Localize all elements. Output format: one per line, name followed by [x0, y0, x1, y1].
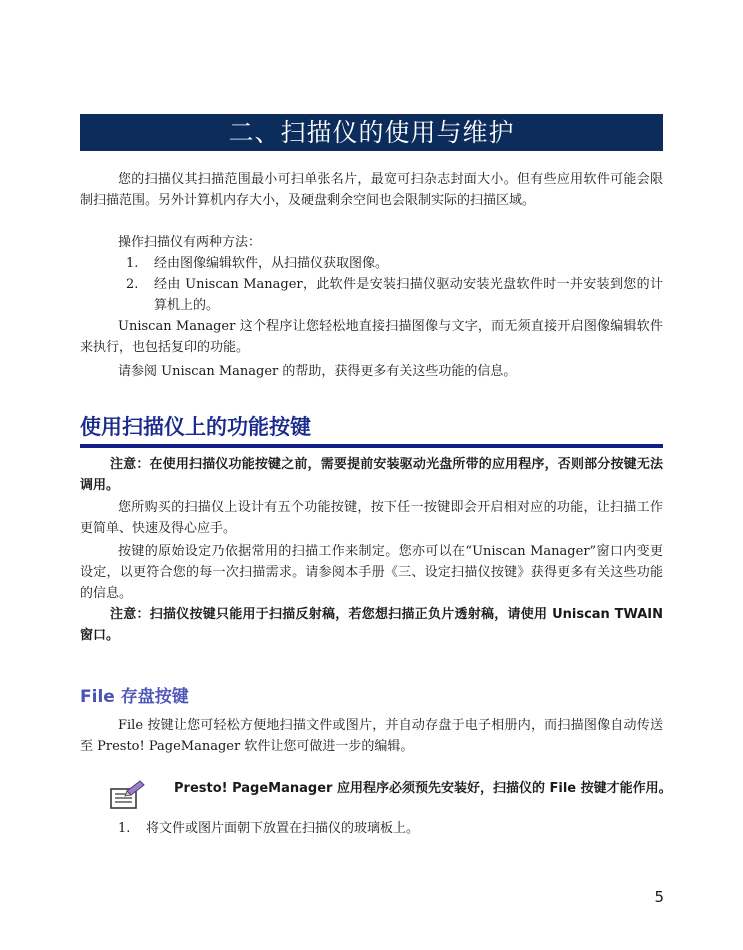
- note-preinstall: 注意：在使用扫描仪功能按键之前，需要提前安装驱动光盘所带的应用程序，否则部分按键无法调用。: [80, 457, 663, 493]
- paragraph-key-settings: 按键的原始设定乃依据常用的扫描工作来制定。您亦可以在“Uniscan Manager”窗口内变更设定，以更符合您的每一次扫描需求。请参阅本手册《三、设定扫描仪按键》获得更多有关这些功能的信息。: [80, 544, 663, 601]
- list-item: [80, 253, 663, 274]
- intro-paragraph-range: 您的扫描仪其扫描范围最小可扫单张名片，最宽可扫杂志封面大小。但有些应用软件可能会限制扫描范围。另外计算机内存大小，及硬盘剩余空间也会限制实际的扫描区域。: [80, 172, 663, 208]
- section-title: 使用扫描仪上的功能按键: [80, 415, 311, 439]
- file-section-title: File 存盘按键: [80, 687, 189, 707]
- list-item-number: 1.: [126, 256, 139, 271]
- intro-paragraph-uniscan: Uniscan Manager 这个程序让您轻松地直接扫描图像与文字，而无须直接开启图像编辑软件来执行，也包括复印的功能。: [80, 319, 663, 355]
- list-item: [80, 274, 663, 316]
- step-number: 1.: [118, 821, 131, 836]
- intro-paragraph-help: 请参阅 Uniscan Manager 的帮助，获得更多有关这些功能的信息。: [118, 364, 517, 379]
- list-item-text: 经由 Uniscan Manager，此软件是安装扫描仪驱动安装光盘软件时一并安装到您的计算机上的。: [154, 277, 663, 313]
- chapter-title: 二、扫描仪的使用与维护: [80, 114, 663, 151]
- step-text: 将文件或图片面朝下放置在扫描仪的玻璃板上。: [146, 821, 420, 836]
- note-reflective-only: 注意：扫描仪按键只能用于扫描反射稿，若您想扫描正负片透射稿，请使用 Uniscan TWAIN 窗口。: [80, 607, 663, 643]
- list-item-number: 2.: [126, 277, 139, 292]
- icon-note-pagemanager: Presto! PageManager 应用程序必须预先安装好，扫描仪的 File 按键才能作用。: [174, 781, 672, 796]
- methods-list: [80, 253, 663, 316]
- paragraph-file-key: File 按键让您可轻松方便地扫描文件或图片，并自动存盘于电子相册内，而扫描图像自动传送至 Presto! PageManager 软件让您可做进一步的编辑。: [80, 718, 663, 754]
- note-pencil-icon: [110, 780, 146, 810]
- list-item-text: 经由图像编辑软件，从扫描仪获取图像。: [154, 256, 389, 271]
- section-divider: [80, 444, 663, 448]
- page-number: 5: [654, 888, 664, 906]
- intro-paragraph-methods: 操作扫描仪有两种方法：: [118, 235, 262, 250]
- paragraph-function-keys: 您所购买的扫描仪上设计有五个功能按键，按下任一按键即会开启相对应的功能，让扫描工作更简单、快速及得心应手。: [80, 500, 663, 536]
